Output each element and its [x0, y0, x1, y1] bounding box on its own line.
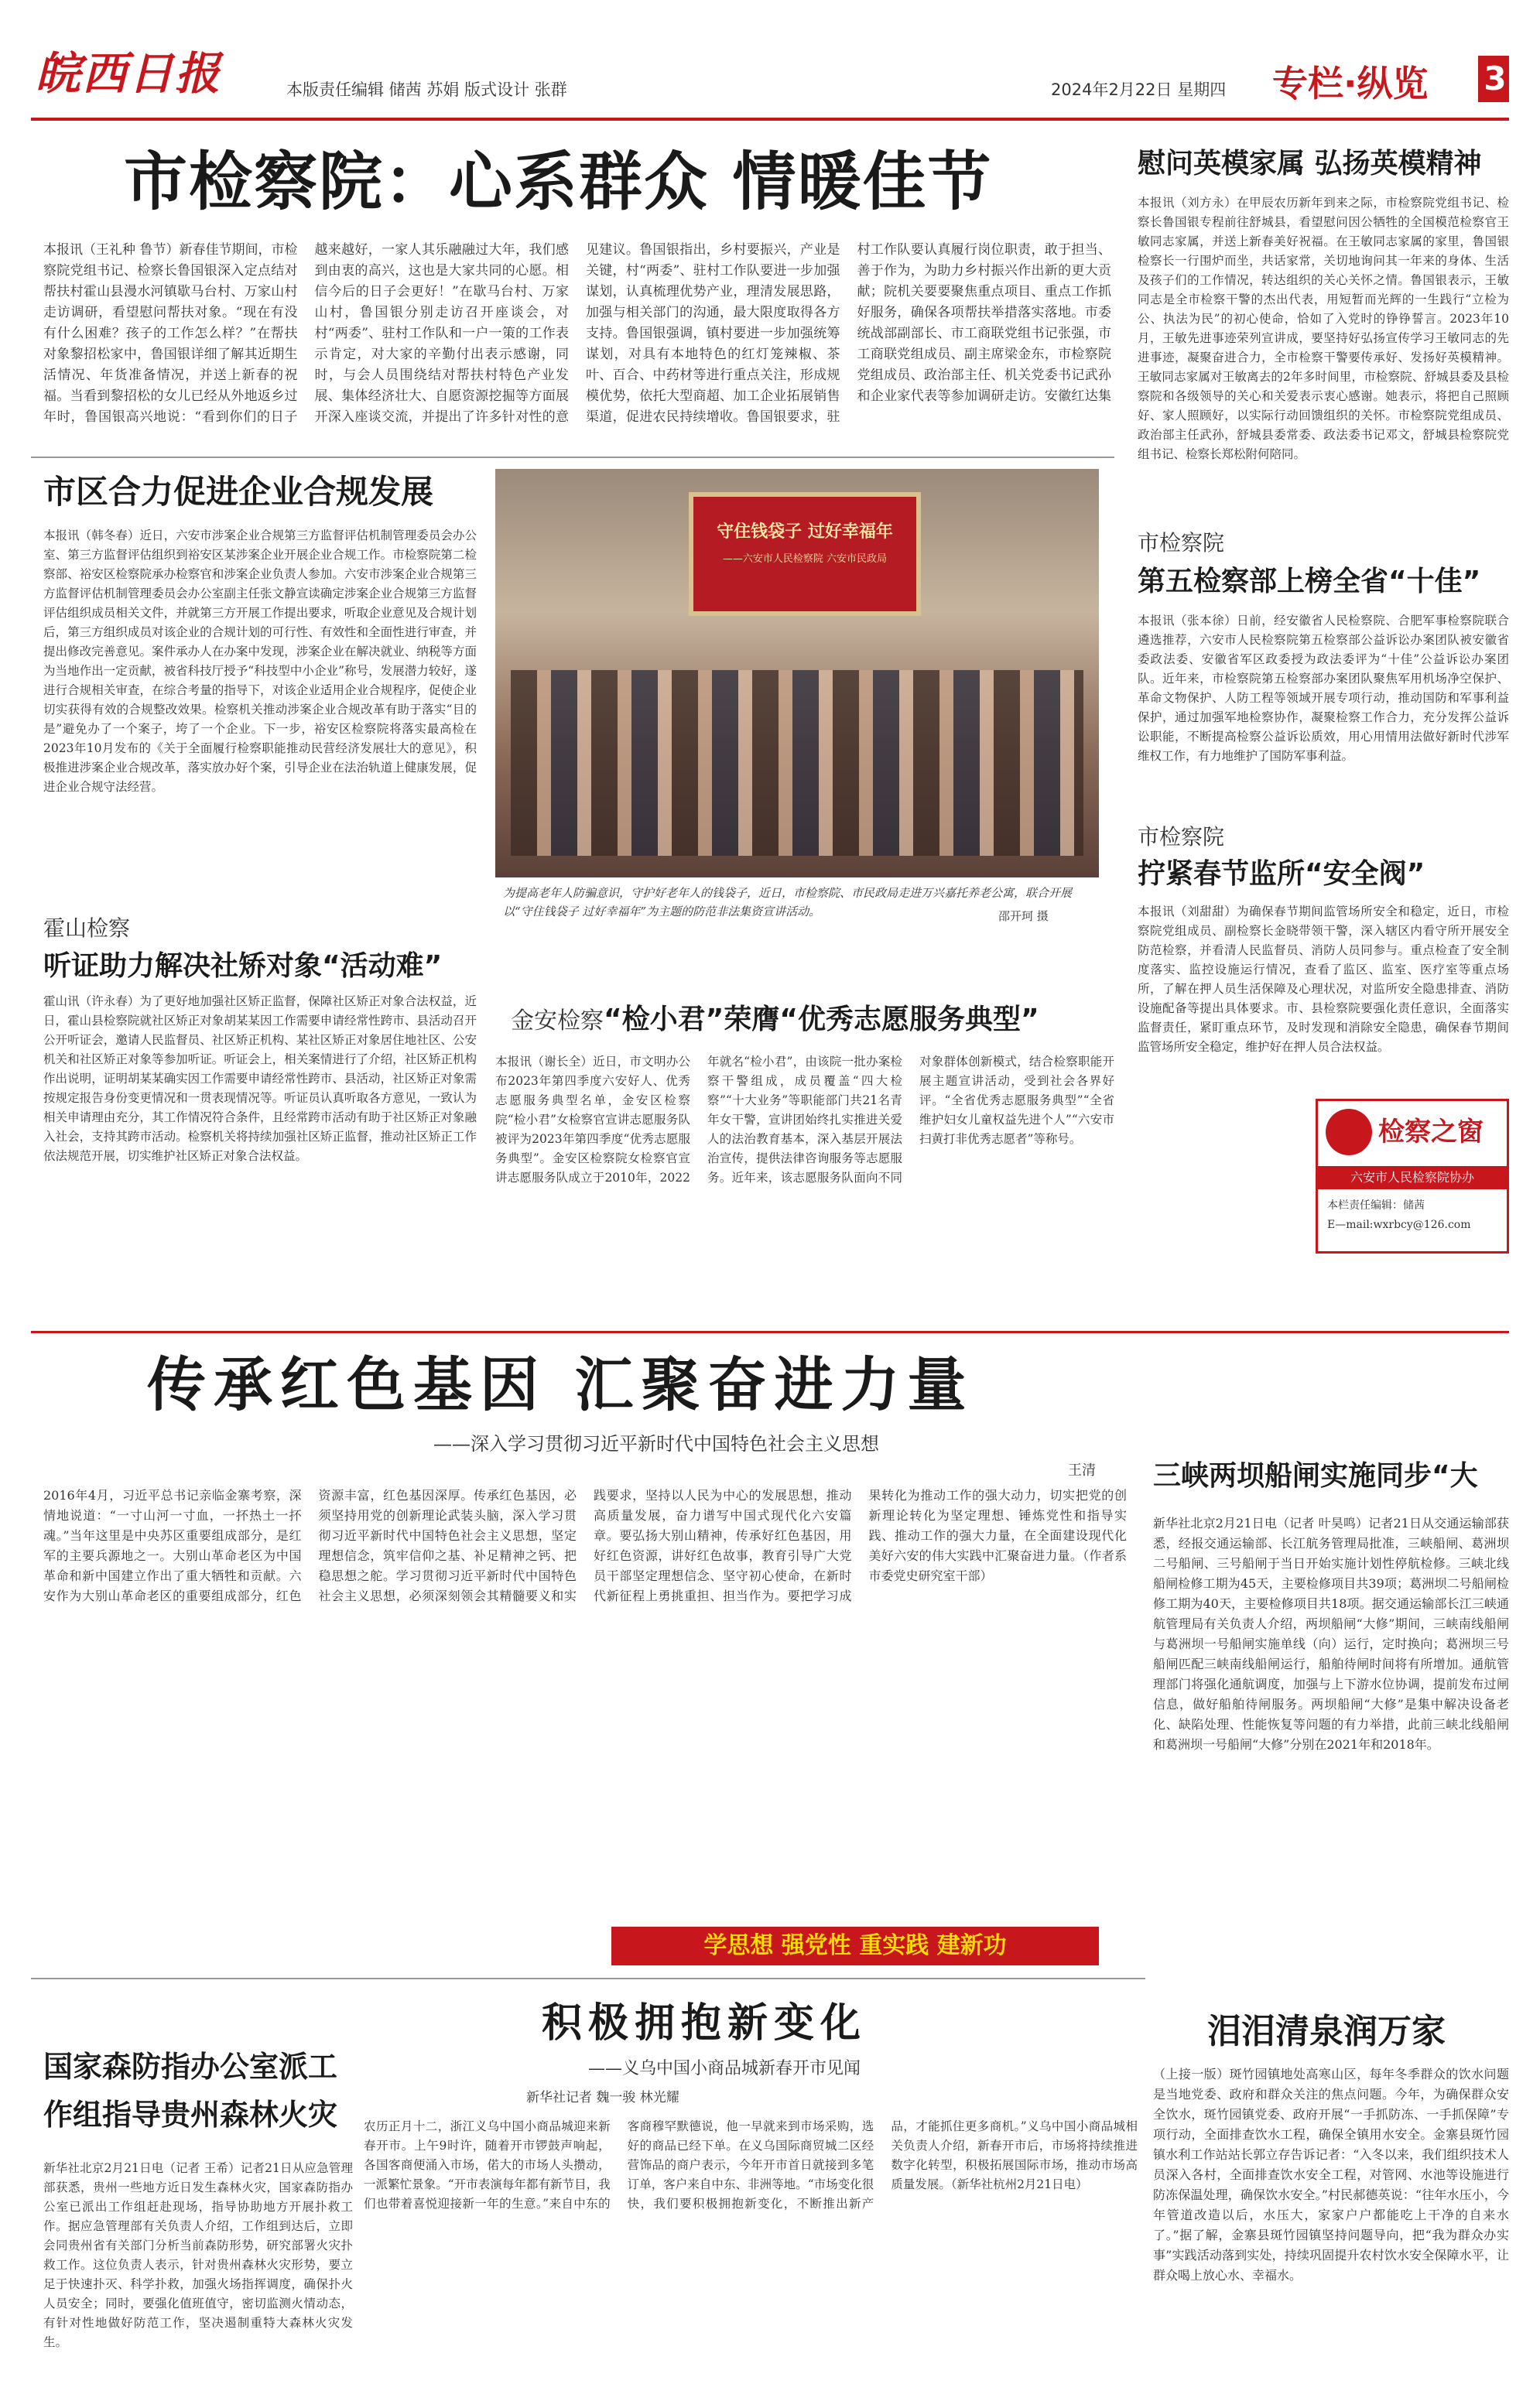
- procuratorate-window-box: [1316, 1099, 1509, 1254]
- editor-credits: 本版责任编辑 储茜 苏娟 版式设计 张群: [286, 80, 567, 99]
- article-7-title: “检小君”荣膺“优秀志愿服务典型”: [604, 1004, 1039, 1035]
- group-of-people: [511, 670, 1083, 856]
- event-photo: [495, 469, 1099, 877]
- article-10-body: （上接一版）斑竹园镇地处高寒山区，每年冬季群众的饮水问题是当地党委、政府和群众关注的焦点问题。今年，为确保群众安全饮水，斑竹园镇党委、政府开展“一手抓防冻、一手抓保障”专项行动，全面排查饮水工程，确保全镇用水安全。金寨县斑竹园镇水利工作站站长郭立存告诉记者：“入冬以来，我们组织技术人员深入各村，全面排查饮水安全工程，对管网、水池等设施进行防冻保温处理，确保饮水安全。”村民郝德英说：“往年水压小，今年管道改造以后，水压大，家家户户都能吃上干净的自来水了。”据了解，金寨县斑竹园镇坚持问题导向，把“我为群众办实事”实践活动落到实处，持续巩固提升农村饮水安全保障水平，让群众喝上放心水、幸福水。: [1153, 2067, 1509, 2283]
- article-6-body-continued: [1138, 1086, 1308, 1295]
- article-10-title: 泪泪清泉润万家: [1207, 2012, 1446, 2051]
- section-name: 专栏·纵览: [1272, 63, 1429, 104]
- article-5-kicker: 市检察院: [1138, 530, 1225, 556]
- stage-backdrop: [689, 492, 921, 616]
- photo-banner: 守住钱袋子 过好幸福年: [717, 522, 893, 542]
- column-editor: 本栏责任编辑：储茜: [1327, 1199, 1425, 1212]
- divider: [31, 1978, 1145, 1979]
- article-4-body: 霍山讯（许永春）为了更好地加强社区矫正监督，保障社区矫正对象合法权益，近日，霍山县检察院就社区矫正对象胡某某因工作需要申请经常性跨市、县活动召开公开听证会，邀请人民监督员、社区矫正机构、某社区矫正对象居住地社区、公安机关和社区矫正对象等参加听证。听证会上，相关案情进行了介绍，社区矫正机构作出说明，证明胡某某确实因工作需要申请经常性跨市、县活动，社区矫正对象需按规定报告身份变更情况和一贯表现情况等。听证员认真听取各方意见，一致认为相关申请理由充分，其工作情况符合条件，且经常跨市活动有助于社区矫正对象融入社会，支持其跨市活动。检察机关将持续加强社区矫正监督，推动社区矫正工作依法规范开展，切实维护社区矫正对象合法权益。: [43, 994, 477, 1163]
- article-9-body: 新华社北京2月21日电（记者 叶昊鸣）记者21日从交通运输部获悉，经报交通运输部、长江航务管理局批准，三峡船闸、葛洲坝二号船闸、三号船闸于当日开始实施计划性停航检修。三峡北线船闸检修工期为45天，主要检修项目共39项；葛洲坝二号船闸检修工期为40天，主要检修项目共18项。据交通运输部长江三峡通航管理局有关负责人介绍，两坝船闸“大修”期间，三峡南线船闸与葛洲坝一号船闸实施单线（向）运行，定时换向；葛洲坝三号船闸匹配三峡南线船闸运行，船舶待闸时间将有所增加。通航管理部门将强化通航调度，加强与上下游水位协调，提前发布过闸信息，做好船舶待闸服务。两坝船闸“大修”是集中解决设备老化、缺陷处理、性能恢复等问题的有力举措，此前三峡北线船闸和葛洲坝一号船闸“大修”分别在2021年和2018年。: [1153, 1516, 1509, 1752]
- article-8-author: 王清: [1068, 1462, 1096, 1479]
- article-5-body: 本报讯（张本徐）日前，经安徽省人民检察院、合肥军事检察院联合遴选推荐，六安市人民检察院第五检察部公益诉讼办案团队被安徽省委政法委、安徽省军区政委授为政法委评为“十佳”公益诉讼办案团队。近年来，市检察院第五检察部办案团队聚焦军用机场净空保护、革命文物保护、人防工程等领域开展专项行动，推动国防和军事利益保护，通过加强军地检察协作，凝聚检察工作合力，充分发挥公益诉讼职能，不断提高检察公益诉讼质效，用心用情用法做好新时代涉军维权工作，有力地维护了国防军事利益。: [1138, 614, 1509, 763]
- divider: [31, 457, 1114, 458]
- article-11-title: 国家森防指办公室派工作组指导贵州森林火灾: [43, 2050, 338, 2132]
- article-1-body: 本报讯（王礼种 鲁节）新春佳节期间，市检察院党组书记、检察长鲁国银深入定点结对帮扶村霍山县漫水河镇歇马台村、万家山村走访调研，看望慰问帮扶对象。“现在有没有什么困难？孩子的工作怎么样？”在帮扶对象黎招松家中，鲁国银详细了解其近期生活情况、年货准备情况，并送上新春的祝福。当看到黎招松的女儿已经从外地返乡过年时，鲁国银高兴地说：“看到你们的日子越来越好，一家人其乐融融过大年，我们感到由衷的高兴，这也是大家共同的心愿。相信今后的日子会更好！”在歇马台村、万家山村，鲁国银分别走访召开座谈会，对村“两委”、驻村工作队和一户一策的工作表示肯定，对大家的辛勤付出表示感谢，同时，与会人员围绕结对帮扶村特色产业发展、集体经济壮大、自愿资源挖掘等方面展开深入座谈交流，并提出了许多针对性的意见建议。鲁国银指出，乡村要振兴，产业是关键，村“两委”、驻村工作队要进一步加强谋划，认真梳理优势产业，理清发展思路，加强与相关部门的沟通，最大限度取得各方支持。鲁国银强调，镇村要进一步加强统筹谋划，对具有本地特色的红灯笼辣椒、茶叶、百合、中药材等进行重点关注，形成规模优势，依托大型商超、加工企业拓展销售渠道，促进农民持续增收。鲁国银要求，驻村工作队要认真履行岗位职责，敢于担当、善于作为，为助力乡村振兴作出新的更大贡献；院机关要要聚焦重点项目、重点工作抓好服务，确保各项帮扶举措落实落地。市委统战部副部长、市工商联党组书记张强，市工商联党组成员、副主席梁金东，市检察院党组成员、政治部主任、机关党委书记武孙和企业家代表等参加调研走访。安徽红达集: [43, 242, 1111, 425]
- study-slogan-banner: 学思想 强党性 重实践 建新功: [611, 1927, 1099, 1965]
- article-5-title: 第五检察部上榜全省“十佳”: [1138, 566, 1481, 597]
- article-3-title: 市区合力促进企业合规发展: [43, 473, 434, 511]
- article-4-title: 听证助力解决社矫对象“活动难”: [43, 950, 443, 982]
- article-12-title: 积极拥抱新变化: [542, 2000, 867, 2047]
- article-12-subtitle: ——义乌中国小商品城新春开市见闻: [588, 2059, 861, 2078]
- article-12-author: 新华社记者 魏一骏 林光耀: [526, 2090, 679, 2105]
- article-7-heading: [511, 998, 1122, 1042]
- article-8-body: 2016年4月，习近平总书记亲临金寨考察，深情地说道：“一寸山河一寸血，一抔热土一抔魂。”当年这里是中央苏区重要组成部分，是红军的主要兵源地之一。大别山革命老区为中国革命和新中国建立作出了重大牺牲和贡献。六安作为大别山革命老区的重要组成部分，红色资源丰富，红色基因深厚。传承红色基因，必须坚持用党的创新理论武装头脑，深入学习贯彻习近平新时代中国特色社会主义思想，坚定理想信念，筑牢信仰之基、补足精神之钙、把稳思想之舵。学习贯彻习近平新时代中国特色社会主义思想，必须深刻领会其精髓要义和实践要求，坚持以人民为中心的发展思想，推动高质量发展，奋力谱写中国式现代化六安篇章。要弘扬大别山精神，传承好红色基因，用好红色资源，讲好红色故事，教育引导广大党员干部坚定理想信念、坚守初心使命，在新时代新征程上勇挑重担、担当作为。要把学习成果转化为推动工作的强大动力，切实把党的创新理论转化为坚定理想、锤炼党性和指导实践、推动工作的强大力量，在全面建设现代化美好六安的伟大实践中汇聚奋进力量。（作者系市委党史研究室干部）: [43, 1488, 1127, 1603]
- article-8-title: 传承红色基因 汇聚奋进力量: [147, 1350, 974, 1419]
- issue-date: 2024年2月22日 星期四: [1051, 80, 1227, 99]
- section-divider: [31, 1331, 1509, 1333]
- newspaper-logo: 皖西日报: [36, 47, 222, 100]
- article-12-body: 农历正月十二，浙江义乌中国小商品城迎来新春开市。上午9时许，随着开市锣鼓声响起，各国客商便涌入市场，偌大的市场人头攒动，一派繁忙景象。“开市表演每年都有新节目，我们也带着喜悦迎接新一年的生意。”来自中东的客商穆罕默德说，他一早就来到市场采购，选好的商品已经下单。在义乌国际商贸城二区经营饰品的商户表示，今年开市首日就接到多笔订单，客户来自中东、非洲等地。“市场变化很快，我们要积极拥抱新变化，不断推出新产品，才能抓住更多商机。”义乌中国小商品城相关负责人介绍，新春开市后，市场将持续推进数字化转型，积极拓展国际市场，推动市场高质量发展。（新华社杭州2月21日电）: [364, 2119, 1138, 2211]
- procuratorate-emblem-icon: [1326, 1109, 1372, 1155]
- article-1-title: 市检察院：心系群众 情暖佳节: [124, 145, 993, 219]
- masthead: [31, 34, 1509, 121]
- photo-caption: 为提高老年人防骗意识，守护好老年人的钱袋子，近日，市检察院、市民政局走进万兴嘉托养老公寓，联合开展以“守住钱袋子 过好幸福年”为主题的防范非法集资宣讲活动。: [503, 886, 1073, 918]
- column-title: 检察之窗: [1378, 1117, 1484, 1148]
- column-sponsor: 六安市人民检察院协办: [1318, 1166, 1507, 1189]
- photo-credit: 邵开珂 摄: [998, 909, 1049, 923]
- article-2-body: 本报讯（刘方永）在甲辰农历新年到来之际，市检察院党组书记、检察长鲁国银专程前往舒城县，看望慰问因公牺牲的全国模范检察官王敏同志家属，并送上新春美好祝福。在王敏同志家属的家里，鲁国银检察长一行围炉而坐，共话家常，关切地询问其一年来的身体、生活及孩子们的工作情况，转达组织的关心关怀之情。鲁国银表示，王敏同志是全市检察干警的杰出代表，用短暂而光辉的一生践行“立检为公、执法为民”的初心使命，恰如了入党时的铮铮誓言。2023年10月，王敏先进事迹荣列宣讲成，要坚持好弘扬宣传学习王敏同志的先进事迹，凝聚奋进合力，全市检察干警要传承好、发扬好英模精神。王敏同志家属对王敏离去的2年多时间里，市检察院、舒城县委及县检察院和各级领导的关心和关爱表示衷心感谢。她表示，将把自己照顾好、家人照顾好，以实际行动回馈组织的关怀。市检察院党组成员、政治部主任武孙，舒城县委常委、政法委书记邓文，舒城县检察院党组书记、检察长郑松附何陪同。: [1138, 196, 1509, 461]
- page-number: 3: [1478, 56, 1509, 102]
- article-7-body: 本报讯（谢长全）近日，市文明办公布2023年第四季度六安好人、优秀志愿服务典型名单，金安区检察院“检小君”女检察官宣讲志愿服务队被评为2023年第四季度“优秀志愿服务典型”。金安区检察院女检察官宣讲志愿服务队成立于2010年，2022年就名“检小君”，由该院一批办案检察干警组成，成员覆盖“四大检察”“十大业务”等职能部门共21名青年女干警，宣讲团始终扎实推进关爱人的法治教育基本，深入基层开展法治宣传，提供法律咨询服务等志愿服务。近年来，该志愿服务队面向不同对象群体创新模式，结合检察职能开展主题宣讲活动，受到社会各界好评。“全省优秀志愿服务典型”“全省维护妇女儿童权益先进个人”“六安市扫黄打非优秀志愿者”等称号。: [495, 1055, 1114, 1185]
- column-email: E—mail:wxrbcy@126.com: [1327, 1219, 1471, 1231]
- article-6-title: 拧紧春节监所“安全阀”: [1138, 858, 1425, 890]
- article-8-subtitle: ——深入学习贯彻习近平新时代中国特色社会主义思想: [433, 1433, 879, 1455]
- article-9-title: 三峡两坝船闸实施同步“大: [1153, 1460, 1478, 1492]
- article-7-kicker: 金安检察: [511, 1007, 604, 1035]
- article-2-title: 慰问英模家属 弘扬英模精神: [1138, 148, 1482, 180]
- article-4-kicker: 霍山检察: [43, 915, 131, 941]
- article-6-body: 本报讯（刘甜甜）为确保春节期间监管场所安全和稳定，近日，市检察院党组成员、副检察长金晓带领干警，深入辖区内看守所开展安全防范检察，并看清人民监督员、消防人员同参与。重点检查了安全制度落实、监控设施运行情况，查看了监区、监室、医疗室等重点场所，了解在押人员生活保障及心理状况，对监所安全隐患排查、消防设施配备等提出具体要求。市、县检察院要强化责任意识，全面落实监督责任，紧盯重点环节，及时发现和消除安全隐患，确保春节期间监管场所安全稳定，维护好在押人员合法权益。: [1138, 905, 1509, 1054]
- photo-banner-sub: ——六安市人民检察院 六安市民政局: [722, 553, 888, 565]
- article-11-body: 新华社北京2月21日电（记者 王希）记者21日从应急管理部获悉，贵州一些地方近日发生森林火灾，国家森防指办公室已派出工作组赶赴现场，指导协助地方开展扑救工作。据应急管理部有关负责人介绍，工作组到达后，立即会同贵州省有关部门分析当前森防形势，研究部署火灾扑救工作。这位负责人表示，针对贵州森林火灾形势，要立足于快速扑灭、科学扑救，加强火场指挥调度，确保扑火人员安全；同时，要强化值班值守，密切监测火情动态，有针对性地做好防范工作，坚决遏制重特大森林火灾发生。: [43, 2161, 353, 2349]
- article-6-kicker: 市检察院: [1138, 824, 1225, 850]
- article-3-body: 本报讯（韩冬春）近日，六安市涉案企业合规第三方监督评估机制管理委员会办公室、第三方监督评估组织到裕安区某涉案企业开展企业合规工作。市检察院第二检察部、裕安区检察院承办检察官和涉案企业负责人参加。六安市涉案企业合规第三方监督评估机制管理委员会办公室副主任张文静宣读确定涉案企业合规第三方监督评估组织成员相关文件，并就第三方开展工作提出要求，听取企业意见及合规计划后，第三方组织成员对该企业的合规计划的可行性、有效性和全面性进行审查，并提出修改完善意见。案件承办人在办案中发现，涉案企业在解决就业、纳税等方面为当地作出一定贡献，被省科技厅授予“科技型中小企业”称号，发展潜力较好，遂进行合规相关审查，在综合考量的指导下，对该企业适用企业合规程序，促使企业切实获得有效的合规整改效果。检察机关推动涉案企业合规改革有助于落实“目的是”避免办了一个案子，垮了一个企业。下一步，裕安区检察院将落实最高检在2023年10月发布的《关于全面履行检察职能推动民营经济发展壮大的意见》，积极推进涉案企业合规改革，落实放办好个案，引导企业在法治轨道上健康发展，促进企业合规守法经营。: [43, 528, 477, 794]
